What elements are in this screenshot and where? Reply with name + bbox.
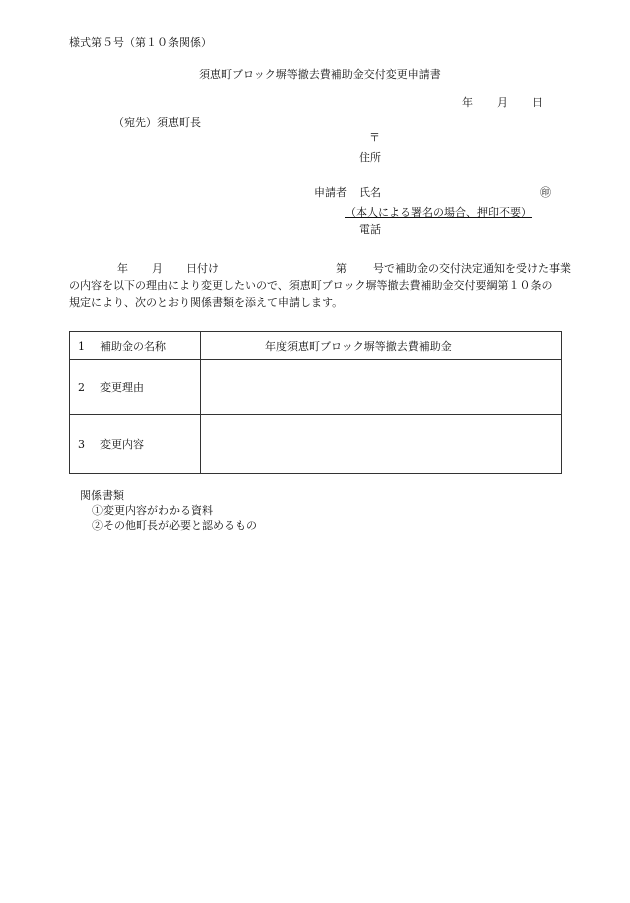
address-label: 住所 bbox=[359, 151, 381, 164]
table-label-cell bbox=[70, 415, 201, 474]
seal-mark: ㊞ bbox=[540, 186, 551, 199]
table-label-cell bbox=[70, 360, 201, 415]
change-reason-field[interactable] bbox=[201, 360, 562, 415]
table-row bbox=[70, 332, 562, 360]
body-dated: 日付け bbox=[186, 262, 219, 275]
body-month: 月 bbox=[152, 262, 163, 275]
document-title: 須恵町ブロック塀等撤去費補助金交付変更申請書 bbox=[199, 68, 441, 81]
postal-mark: 〒 bbox=[369, 131, 380, 144]
row-number: 2 bbox=[78, 381, 85, 394]
date-day-label: 日 bbox=[532, 96, 543, 109]
phone-label: 電話 bbox=[359, 223, 381, 236]
date-year-label: 年 bbox=[462, 96, 473, 109]
name-label: 氏名 bbox=[359, 186, 381, 199]
documents-heading: 関係書類 bbox=[80, 489, 124, 502]
subsidy-name-value[interactable]: 年度須恵町ブロック塀等撤去費補助金 bbox=[201, 332, 562, 360]
body-line2: の内容を以下の理由により変更したいので、須恵町ブロック塀等撤去費補助金交付要綱第１０条の bbox=[69, 279, 553, 292]
table-label-cell bbox=[70, 332, 201, 360]
document-item: ②その他町長が必要と認めるもの bbox=[92, 519, 257, 532]
body-line1-tail: 号で補助金の交付決定通知を受けた事業 bbox=[373, 262, 571, 275]
application-table bbox=[69, 331, 562, 474]
row-label: 補助金の名称 bbox=[100, 339, 166, 353]
form-number: 様式第５号（第１０条関係） bbox=[69, 36, 212, 49]
body-year: 年 bbox=[117, 262, 128, 275]
addressee: （宛先）須恵町長 bbox=[113, 116, 201, 129]
table-row bbox=[70, 415, 562, 474]
applicant-label: 申請者 bbox=[314, 186, 347, 199]
row-label: 変更理由 bbox=[100, 381, 144, 394]
table-row bbox=[70, 360, 562, 415]
row-number: 3 bbox=[78, 438, 85, 451]
signature-note: （本人による署名の場合、押印不要） bbox=[345, 206, 532, 219]
row-label: 変更内容 bbox=[100, 438, 144, 451]
row-number: 1 bbox=[78, 339, 85, 353]
body-line3: 規定により、次のとおり関係書類を添えて申請します。 bbox=[69, 296, 344, 309]
change-content-field[interactable] bbox=[201, 415, 562, 474]
document-item: ①変更内容がわかる資料 bbox=[92, 504, 213, 517]
body-dai: 第 bbox=[336, 262, 347, 275]
date-month-label: 月 bbox=[497, 96, 508, 109]
